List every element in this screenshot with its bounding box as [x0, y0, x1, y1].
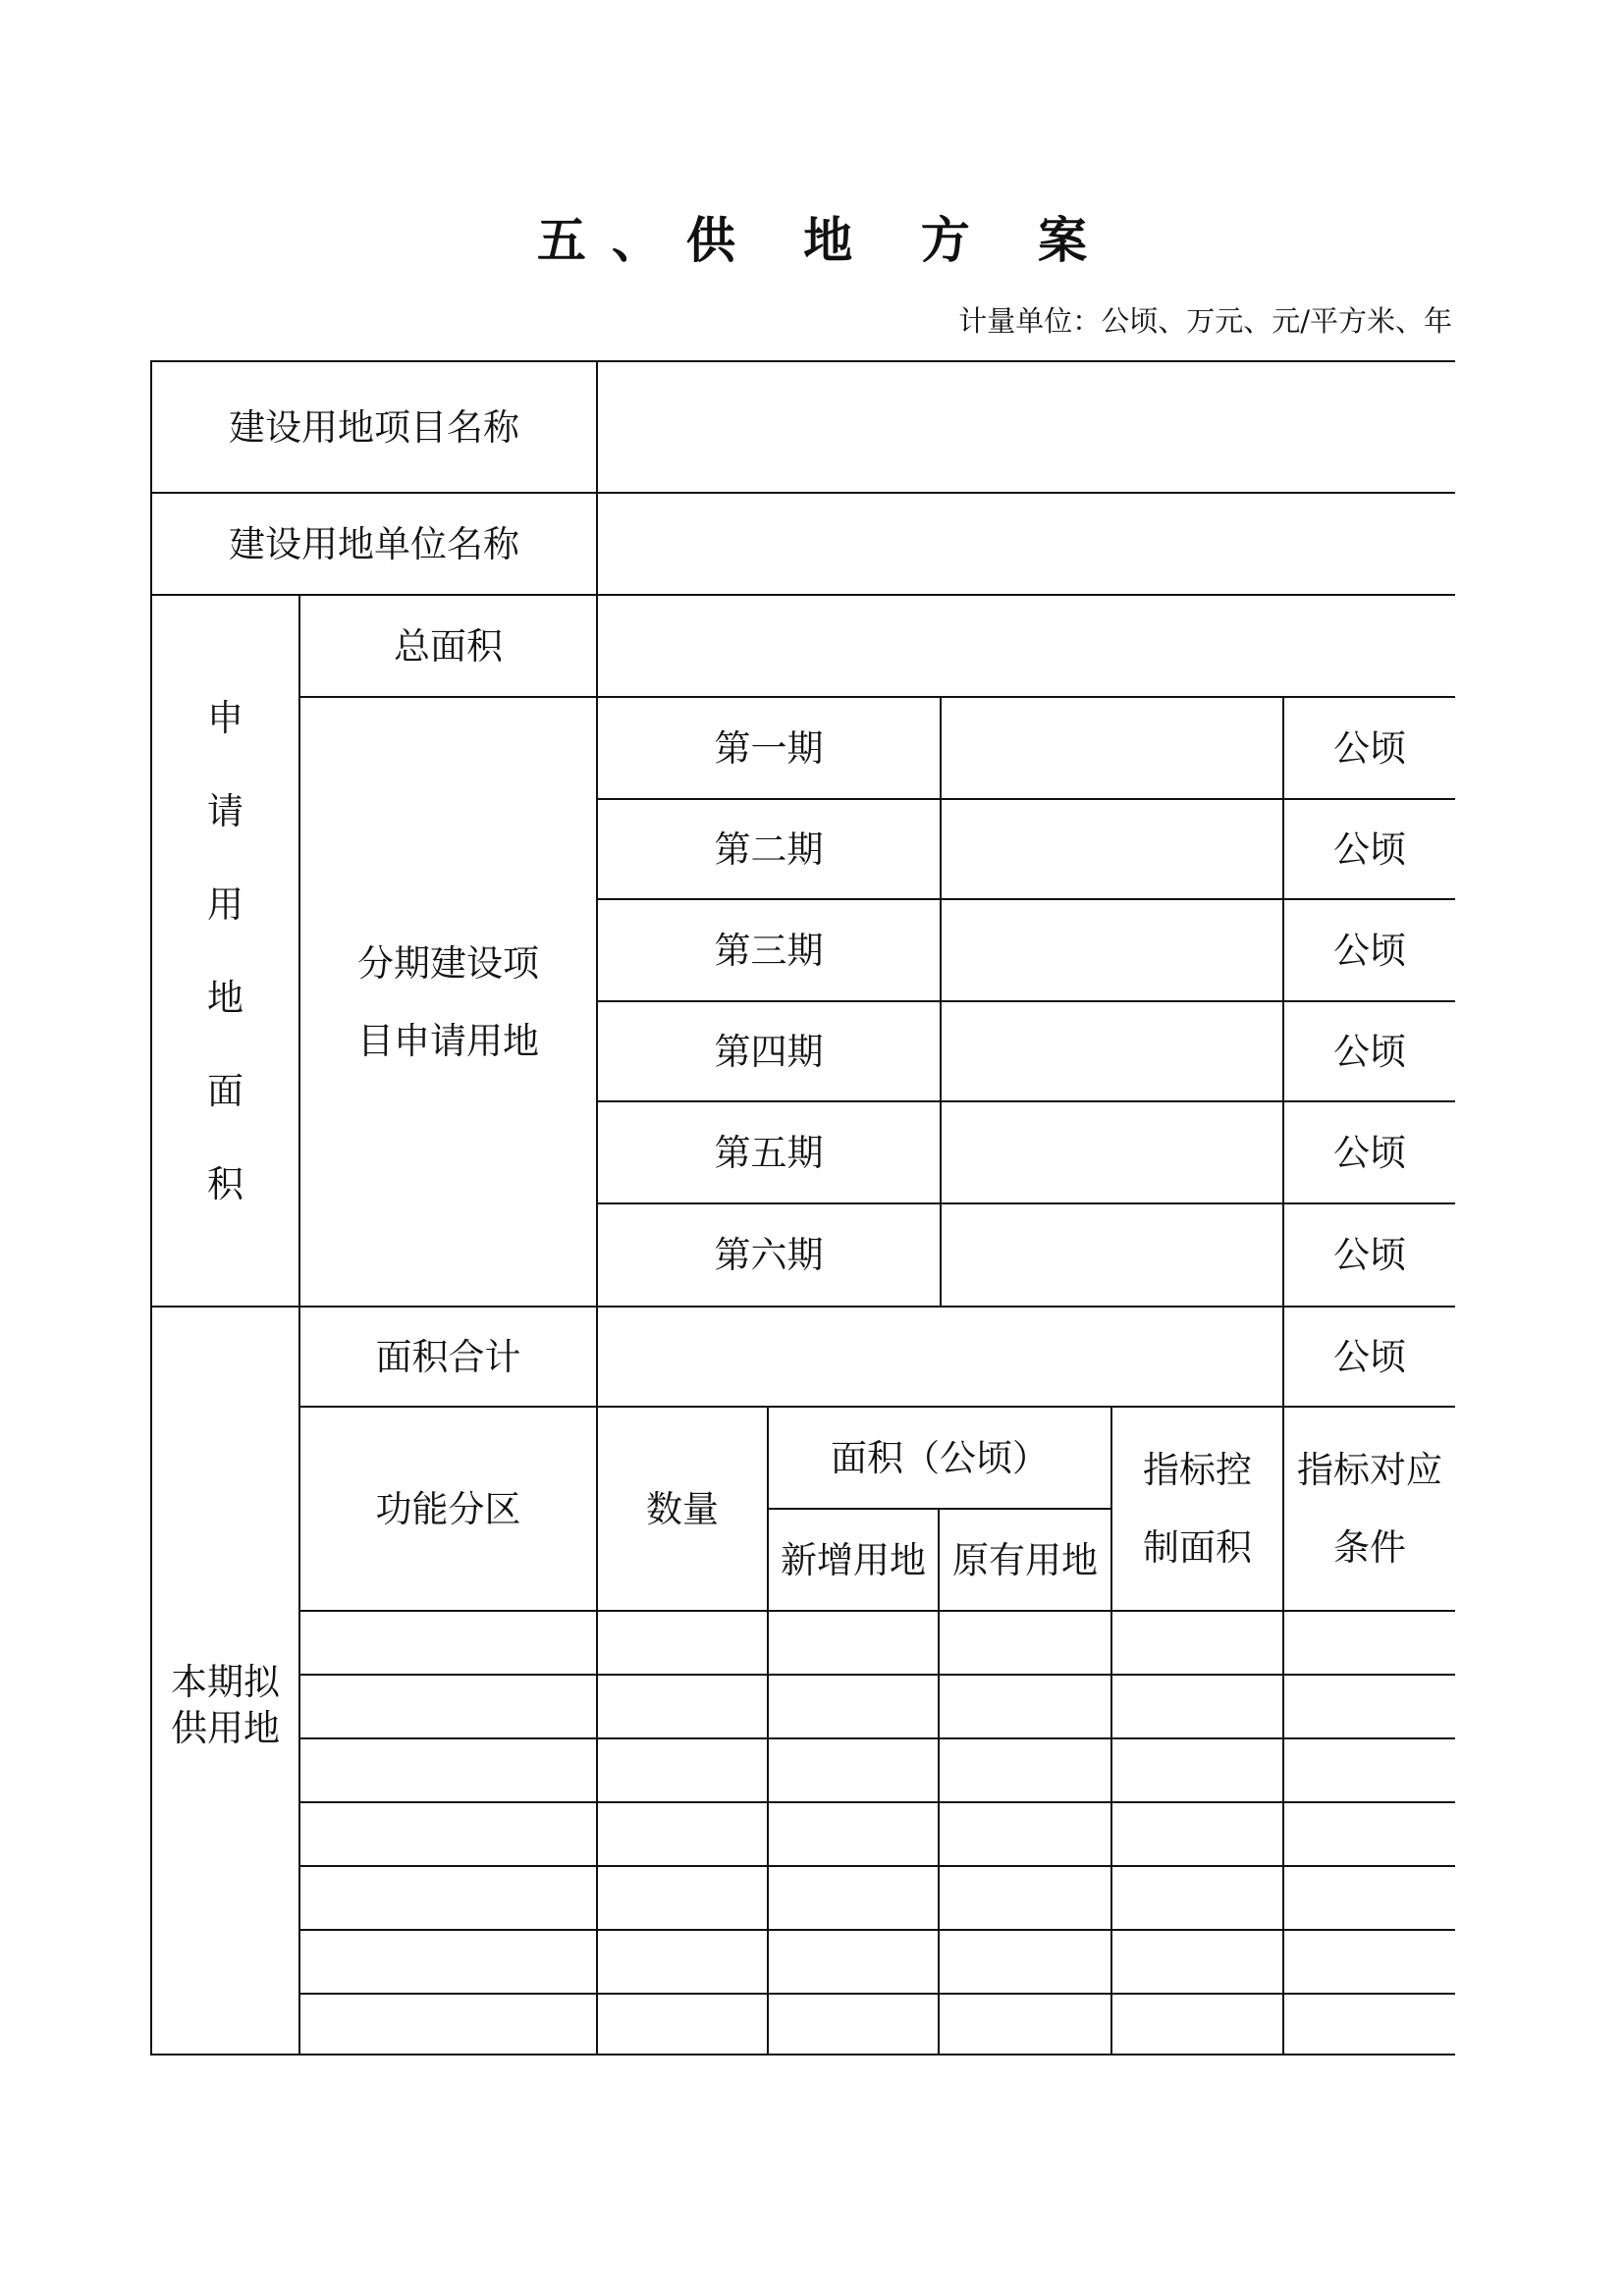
index-condition-header	[1282, 1406, 1455, 1612]
apply-area-char-4: 地	[207, 976, 244, 1019]
new-land-header: 新增用地	[767, 1508, 940, 1612]
table-row-2-index-condition[interactable]	[1282, 1674, 1455, 1739]
table-row-3-index-control[interactable]	[1110, 1737, 1284, 1803]
phased-label-line-1: 分期建设项	[357, 941, 539, 985]
table-row-1-existing-land[interactable]	[938, 1610, 1112, 1676]
function-zone-header: 功能分区	[298, 1406, 598, 1612]
table-row-1-index-condition[interactable]	[1282, 1610, 1455, 1676]
index-condition-line-2: 条件	[1333, 1526, 1406, 1569]
apply-area-char-5: 面	[207, 1069, 244, 1112]
unit-note: 计量单位：公顷、万元、元/平方米、年	[958, 304, 1452, 338]
table-row-7-index-condition[interactable]	[1282, 1993, 1455, 2056]
table-row-3-existing-land[interactable]	[938, 1737, 1112, 1803]
table-row-3-new-land[interactable]	[767, 1737, 940, 1803]
area-total-field[interactable]	[596, 1306, 1284, 1408]
table-row-4-function-zone[interactable]	[298, 1801, 598, 1867]
phased-project-label	[298, 696, 598, 1308]
project-name-field[interactable]	[596, 360, 1455, 494]
phase-4-unit: 公顷	[1282, 1000, 1455, 1102]
current-supply-line-1: 本期拟	[171, 1661, 280, 1703]
quantity-header: 数量	[596, 1406, 769, 1612]
table-row-6-index-control[interactable]	[1110, 1929, 1284, 1995]
phase-2-label: 第二期	[596, 798, 942, 900]
apply-area-char-1: 申	[207, 696, 244, 739]
project-name-label: 建设用地项目名称	[150, 360, 598, 494]
table-row-7-index-control[interactable]	[1110, 1993, 1284, 2056]
phase-1-unit: 公顷	[1282, 696, 1455, 800]
table-row-1-quantity[interactable]	[596, 1610, 769, 1676]
table-row-5-quantity[interactable]	[596, 1865, 769, 1931]
table-row-2-new-land[interactable]	[767, 1674, 940, 1739]
phase-4-field[interactable]	[940, 1000, 1284, 1102]
phase-5-field[interactable]	[940, 1100, 1284, 1204]
table-row-7-function-zone[interactable]	[298, 1993, 598, 2056]
phase-5-label: 第五期	[596, 1100, 942, 1204]
table-row-2-existing-land[interactable]	[938, 1674, 1112, 1739]
area-hectare-header: 面积（公顷）	[767, 1406, 1112, 1510]
phased-label-line-2: 目申请用地	[357, 1019, 539, 1062]
phase-6-label: 第六期	[596, 1202, 942, 1308]
table-row-4-quantity[interactable]	[596, 1801, 769, 1867]
index-control-line-2: 制面积	[1143, 1526, 1252, 1569]
table-row-1-new-land[interactable]	[767, 1610, 940, 1676]
table-row-6-existing-land[interactable]	[938, 1929, 1112, 1995]
phase-3-label: 第三期	[596, 898, 942, 1002]
phase-2-field[interactable]	[940, 798, 1284, 900]
table-row-7-quantity[interactable]	[596, 1993, 769, 2056]
table-row-6-index-condition[interactable]	[1282, 1929, 1455, 1995]
table-row-7-new-land[interactable]	[767, 1993, 940, 2056]
phase-2-unit: 公顷	[1282, 798, 1455, 900]
current-supply-group-label	[150, 1306, 300, 2056]
apply-area-group-label	[150, 594, 300, 1308]
apply-area-char-6: 积	[207, 1162, 244, 1205]
table-row-3-function-zone[interactable]	[298, 1737, 598, 1803]
table-row-5-index-condition[interactable]	[1282, 1865, 1455, 1931]
total-area-field[interactable]	[596, 594, 1455, 698]
apply-area-char-2: 请	[207, 789, 244, 832]
table-row-2-index-control[interactable]	[1110, 1674, 1284, 1739]
table-row-3-index-condition[interactable]	[1282, 1737, 1455, 1803]
table-row-6-quantity[interactable]	[596, 1929, 769, 1995]
table-row-2-quantity[interactable]	[596, 1674, 769, 1739]
table-row-6-function-zone[interactable]	[298, 1929, 598, 1995]
phase-1-field[interactable]	[940, 696, 1284, 800]
table-row-4-index-control[interactable]	[1110, 1801, 1284, 1867]
table-row-1-function-zone[interactable]	[298, 1610, 598, 1676]
table-row-7-existing-land[interactable]	[938, 1993, 1112, 2056]
phase-4-label: 第四期	[596, 1000, 942, 1102]
phase-6-unit: 公顷	[1282, 1202, 1455, 1308]
table-row-5-index-control[interactable]	[1110, 1865, 1284, 1931]
page-title: 五、供 地 方 案	[536, 211, 1113, 269]
index-condition-line-1: 指标对应	[1297, 1449, 1442, 1491]
table-row-5-existing-land[interactable]	[938, 1865, 1112, 1931]
index-control-header	[1110, 1406, 1284, 1612]
phase-5-unit: 公顷	[1282, 1100, 1455, 1204]
index-control-line-1: 指标控	[1143, 1449, 1252, 1491]
unit-name-field[interactable]	[596, 492, 1455, 596]
table-row-4-existing-land[interactable]	[938, 1801, 1112, 1867]
phase-6-field[interactable]	[940, 1202, 1284, 1308]
table-row-1-index-control[interactable]	[1110, 1610, 1284, 1676]
phase-3-field[interactable]	[940, 898, 1284, 1002]
area-total-label: 面积合计	[298, 1306, 598, 1408]
total-area-label: 总面积	[298, 594, 598, 698]
phase-1-label: 第一期	[596, 696, 942, 800]
table-row-5-function-zone[interactable]	[298, 1865, 598, 1931]
unit-name-label: 建设用地单位名称	[150, 492, 598, 596]
area-total-unit: 公顷	[1282, 1306, 1455, 1408]
table-row-4-new-land[interactable]	[767, 1801, 940, 1867]
table-row-5-new-land[interactable]	[767, 1865, 940, 1931]
table-row-6-new-land[interactable]	[767, 1929, 940, 1995]
phase-3-unit: 公顷	[1282, 898, 1455, 1002]
existing-land-header: 原有用地	[938, 1508, 1112, 1612]
apply-area-char-3: 用	[207, 882, 244, 926]
table-row-4-index-condition[interactable]	[1282, 1801, 1455, 1867]
table-row-2-function-zone[interactable]	[298, 1674, 598, 1739]
current-supply-line-2: 供用地	[171, 1707, 280, 1749]
table-row-3-quantity[interactable]	[596, 1737, 769, 1803]
